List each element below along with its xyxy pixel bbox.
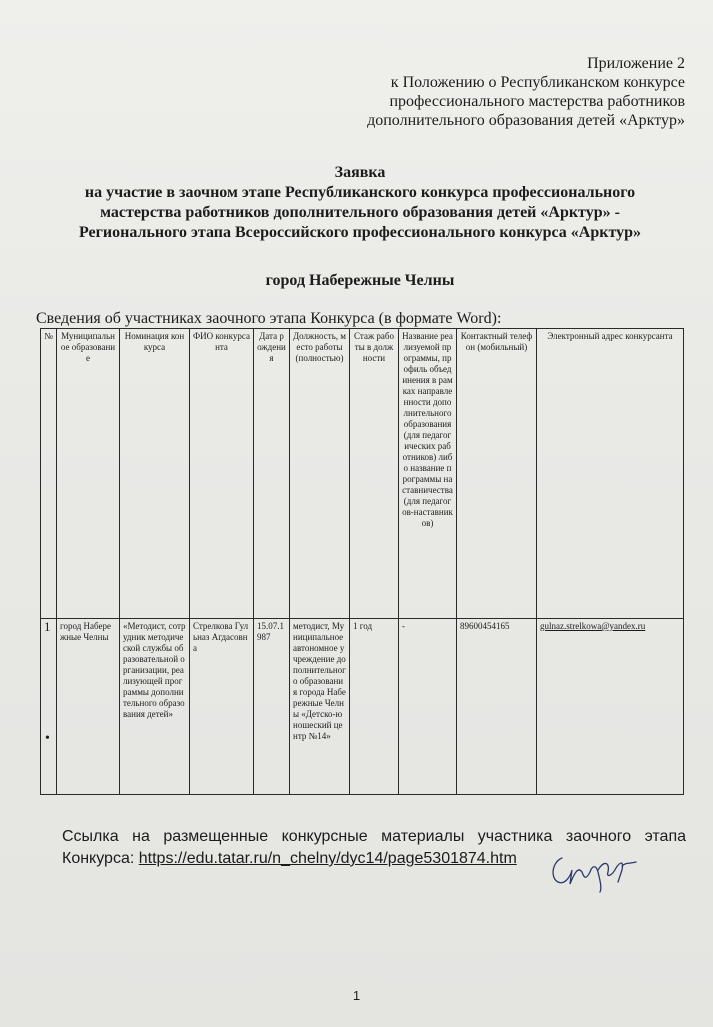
- link-paragraph-text: Ссылка на размещенные конкурсные материалы участника заочного этапа: [62, 828, 686, 845]
- title-heading: Заявка: [334, 164, 386, 181]
- materials-url-link[interactable]: https://edu.tatar.ru/n_chelny/dyc14/page5301874.htm: [138, 850, 517, 867]
- column-header: Муниципальное образование: [57, 329, 120, 619]
- column-header: Должность, место работы (полностью): [290, 329, 350, 619]
- appendix-line: к Положению о Республиканском конкурсе: [390, 74, 685, 91]
- participants-table: [40, 328, 684, 795]
- phone-cell: 89600454165: [457, 619, 537, 795]
- page-number: 1: [352, 988, 361, 1003]
- email-cell: gulnaz.strelkowa@yandex.ru: [537, 619, 684, 795]
- appendix-line: Приложение 2: [587, 55, 685, 72]
- title-line: мастерства работников дополнительного образования детей «Арктур» -: [100, 204, 620, 221]
- column-header: Электронный адрес конкурсанта: [537, 329, 684, 619]
- title-line: Регионального этапа Всероссийского профессионального конкурса «Арктур»: [78, 224, 641, 241]
- application-title: [30, 163, 690, 243]
- table-row: [41, 619, 684, 795]
- column-header: Контактный телефон (мобильный): [457, 329, 537, 619]
- row-number-cell: [41, 619, 57, 795]
- program-cell: -: [399, 619, 457, 795]
- column-header: Номинация конкурса: [120, 329, 190, 619]
- birth-date-cell: 15.07.1987: [254, 619, 290, 795]
- table-intro: Сведения об участниках заочного этапа Конкурса (в формате Word):: [36, 310, 502, 327]
- bullet-icon: •: [45, 731, 50, 746]
- column-header: Стаж работы в должности: [350, 329, 399, 619]
- appendix-line: профессионального мастерства работников: [389, 93, 685, 110]
- nomination-cell: «Методист, сотрудник методической службы образовательной организации, реализующей программы дополнительного образования детей»: [120, 619, 190, 795]
- column-header: №: [41, 329, 57, 619]
- column-header: ФИО конкурсанта: [190, 329, 254, 619]
- column-header: Название реализуемой программы, профиль объединения в рамках направленности дополнительного образования (для педагогических работников) либо название программы наставничества (для педагогов-наставников): [399, 329, 457, 619]
- column-header: Дата рождения: [254, 329, 290, 619]
- title-line: на участие в заочном этапе Республиканского конкурса профессионального: [84, 184, 636, 201]
- row-number: 1: [44, 619, 51, 634]
- position-cell: методист, Муниципальное автономное учреждение дополнительного образования города Набережные Челны «Детско-юношеский центр №14»: [290, 619, 350, 795]
- municipality-cell: город Набережные Челны: [57, 619, 120, 795]
- name-cell: Стрелкова Гульназ Агдасовна: [190, 619, 254, 795]
- city-heading: город Набережные Челны: [265, 272, 455, 289]
- signature-icon: [548, 850, 640, 894]
- experience-cell: 1 год: [350, 619, 399, 795]
- appendix-header: [265, 54, 685, 130]
- table-header-row: [41, 329, 684, 619]
- link-prefix: Конкурса:: [62, 850, 139, 867]
- appendix-line: дополнительного образования детей «Арктур»: [367, 112, 685, 129]
